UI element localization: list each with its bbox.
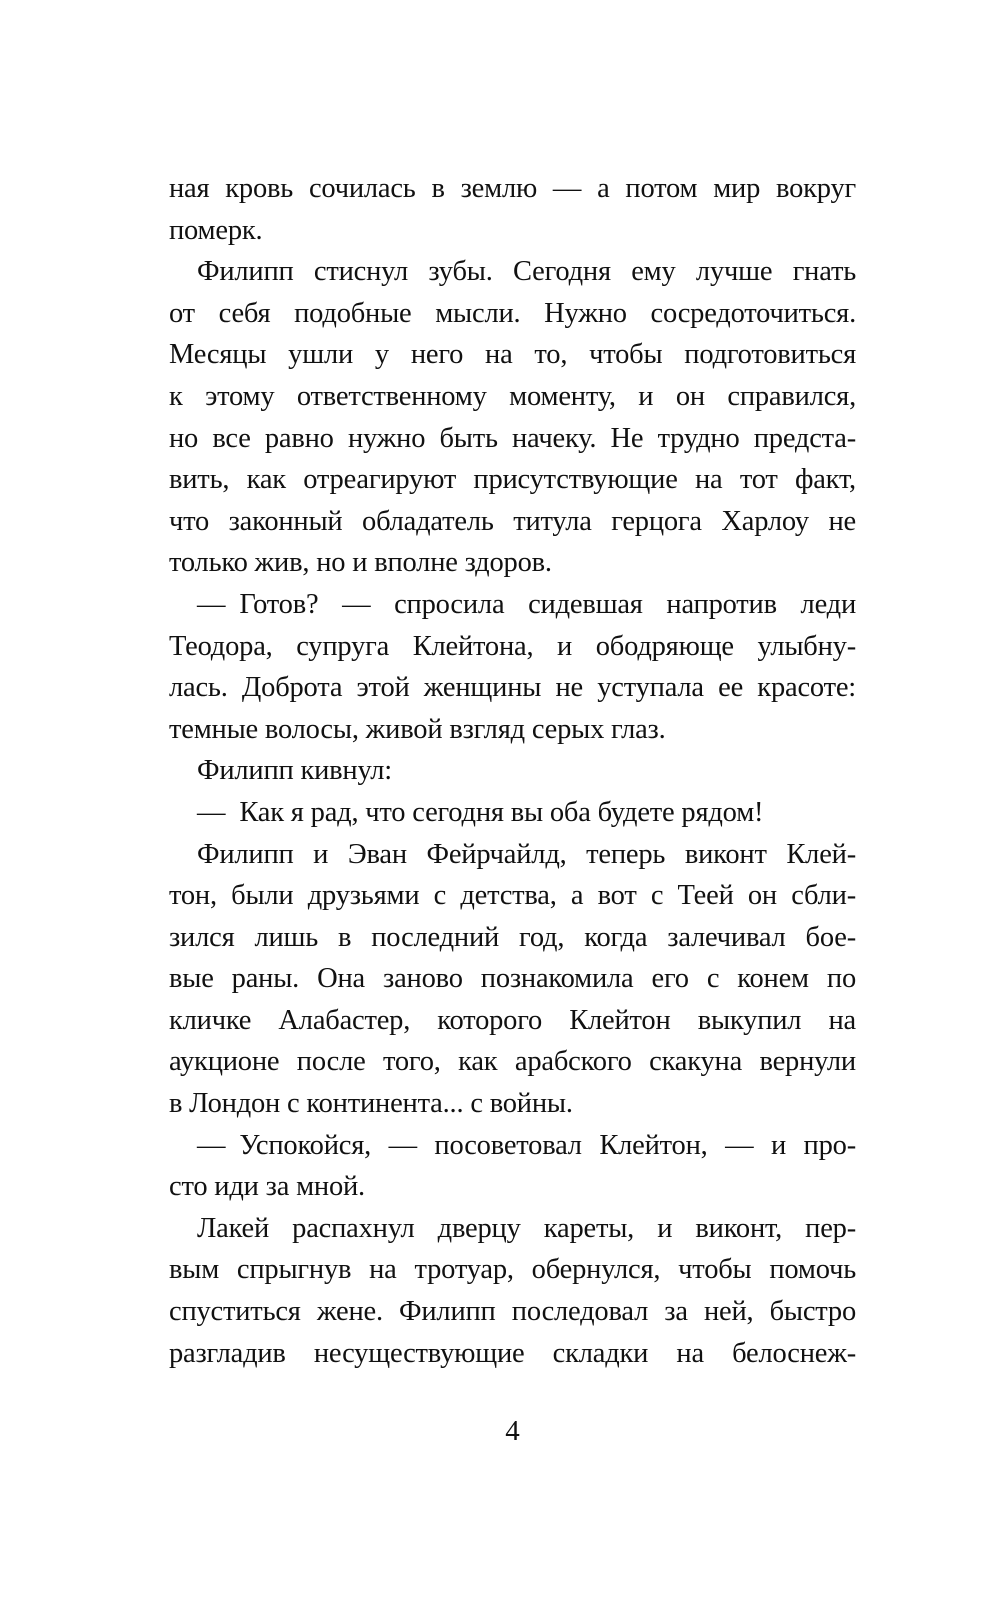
text-line: от себя подобные мысли. Нужно сосредоточиться. [169, 297, 856, 329]
text-line: — Как я рад, что сегодня вы оба будете рядом! [197, 796, 764, 828]
text-line: Филипп стиснул зубы. Сегодня ему лучше гнать [197, 256, 856, 288]
text-line: Филипп кивнул: [197, 755, 393, 787]
text-line: к этому ответственному моменту, и он справился, [169, 380, 856, 412]
body-text [169, 168, 856, 1374]
page-number: 4 [505, 1415, 520, 1447]
text-line: темные волосы, живой взгляд серых глаз. [169, 713, 666, 745]
text-line: только жив, но и вполне здоров. [169, 547, 552, 579]
text-line: — Успокойся, — посоветовал Клейтон, — и про- [197, 1129, 856, 1161]
text-line: лась. Доброта этой женщины не уступала ее красоте: [169, 672, 856, 704]
text-line: тон, были друзьями с детства, а вот с Теей он сбли- [169, 880, 856, 912]
text-line: Месяцы ушли у него на то, чтобы подготовиться [169, 339, 856, 371]
text-line: кличке Алабастер, которого Клейтон выкупил на [169, 1004, 856, 1036]
text-line: но все равно нужно быть начеку. Не трудно предста- [169, 422, 856, 454]
text-line: Лакей распахнул дверцу кареты, и виконт, пер- [197, 1212, 856, 1244]
text-line: в Лондон с континента... с войны. [169, 1088, 573, 1120]
text-line: сто иди за мной. [169, 1171, 365, 1203]
text-line: зился лишь в последний год, когда залечивал бое- [169, 921, 856, 953]
text-line: — Готов? — спросила сидевшая напротив леди [197, 588, 856, 620]
text-line: разгладив несуществующие складки на белоснеж- [169, 1337, 856, 1369]
text-line: Филипп и Эван Фейрчайлд, теперь виконт Клей- [197, 838, 856, 870]
text-line: ная кровь сочилась в землю — а потом мир вокруг [169, 173, 856, 204]
text-line: что законный обладатель титула герцога Харлоу не [169, 505, 856, 537]
text-line: Теодора, супруга Клейтона, и ободряюще улыбну- [169, 630, 856, 662]
text-line: спуститься жене. Филипп последовал за ней, быстро [169, 1296, 856, 1328]
text-line: померк. [169, 214, 263, 246]
text-line: вым спрыгнув на тротуар, обернулся, чтобы помочь [169, 1254, 856, 1286]
text-line: вые раны. Она заново познакомила его с конем по [169, 963, 856, 995]
text-line: аукционе после того, как арабского скакуна вернули [169, 1046, 856, 1078]
text-line: вить, как отреагируют присутствующие на тот факт, [169, 464, 856, 496]
